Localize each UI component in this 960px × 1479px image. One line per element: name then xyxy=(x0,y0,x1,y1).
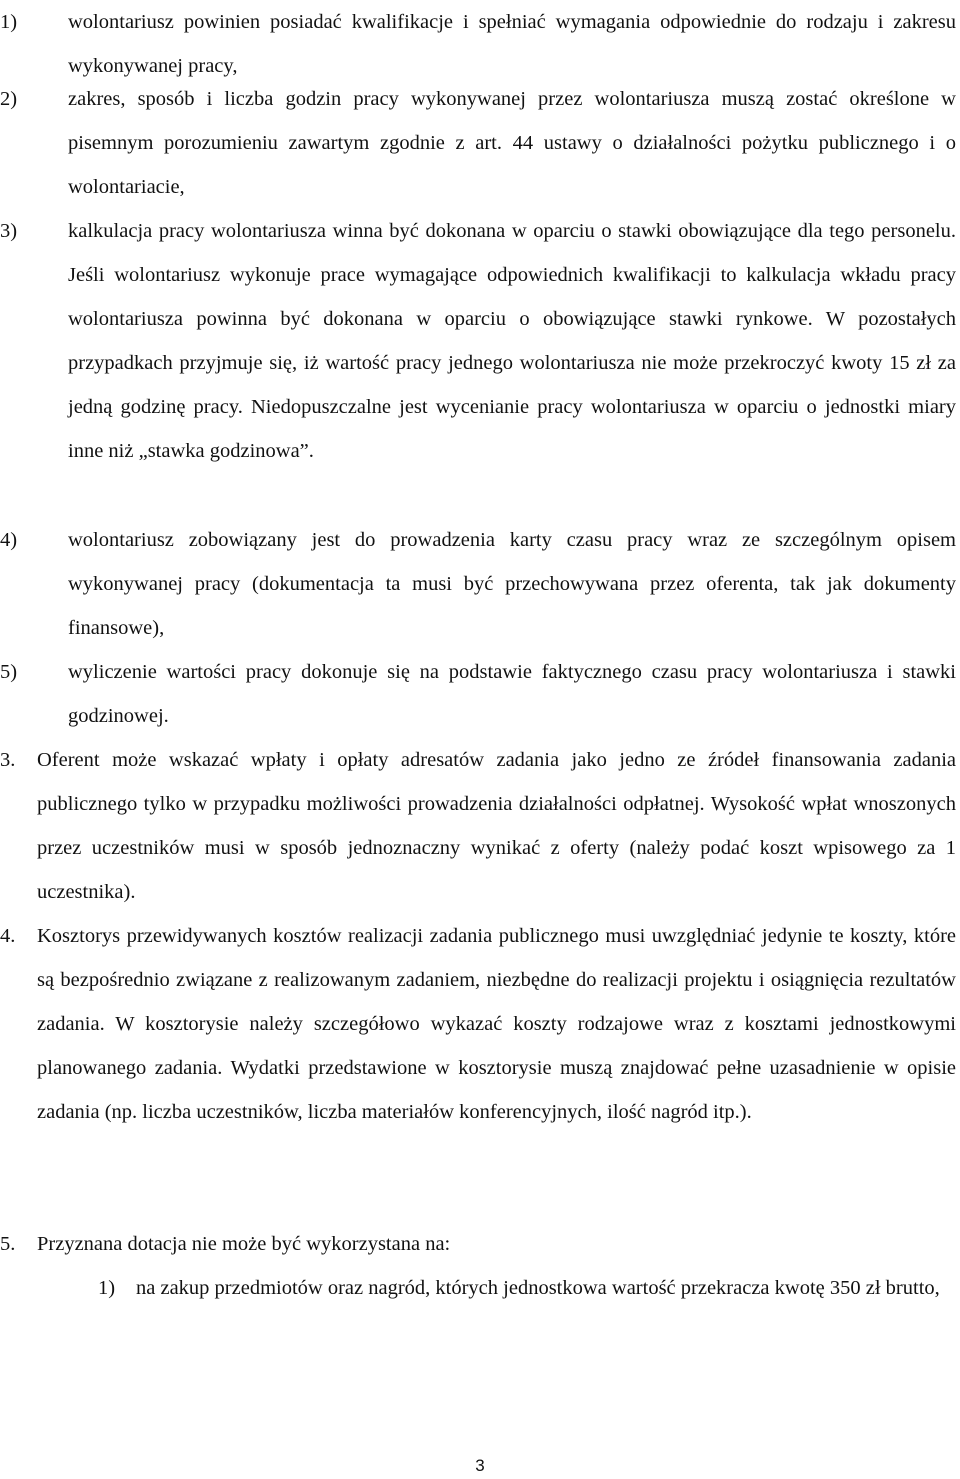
list-item-text: wyliczenie wartości pracy dokonuje się na podstawie faktycznego czasu pracy wolontariusza i stawki godzinowej. xyxy=(68,661,956,727)
list-marker: 1) xyxy=(98,1277,116,1299)
page-number: 3 xyxy=(475,1456,485,1475)
section-text: Kosztorys przewidywanych kosztów realizacji zadania publicznego musi uwzględniać jedynie te koszty, które są bezpośrednio związane z realizowanym zadaniem, niezbędne do realizacji projektu i osiągnięcia rezultatów zadania. W kosztorysie należy szczegółowo wykazać koszty rodzajowe wraz z kosztami jednostkowymi planowanego zadania. Wydatki przedstawione w kosztorysie muszą znajdować pełne uzasadnienie w opisie zadania (np. liczba uczestników, liczba materiałów konferencyjnych, ilość nagród itp.). xyxy=(37,925,956,1123)
list-marker: 4) xyxy=(0,529,18,551)
section-text: Oferent może wskazać wpłaty i opłaty adresatów zadania jako jedno ze źródeł finansowania zadania publicznego tylko w przypadku możliwości prowadzenia działalności odpłatnej. Wysokość wpłat wnoszonych przez uczestników musi w sposób jednoznaczny wynikać z oferty (należy podać koszt wpisowego za 1 uczestnika). xyxy=(37,749,956,903)
list-marker: 5) xyxy=(0,661,18,683)
list-item-text: kalkulacja pracy wolontariusza winna być dokonana w oparciu o stawki obowiązujące dla tego personelu. Jeśli wolontariusz wykonuje prace wymagające odpowiednich kwalifikacji to kalkulacja wkładu pracy wolontariusza powinna być dokonana w oparciu o obowiązujące stawki rynkowe. W pozostałych przypadkach przyjmuje się, iż wartość pracy jednego wolontariusza nie może przekroczyć kwoty 15 zł za jedną godzinę pracy. Niedopuszczalne jest wycenianie pracy wolontariusza w oparciu o jednostki miary inne niż „stawka godzinowa”. xyxy=(68,220,956,462)
list-marker: 3) xyxy=(0,220,18,242)
section-marker: 4. xyxy=(0,925,16,947)
list-item-text: wolontariusz powinien posiadać kwalifikacje i spełniać wymagania odpowiednie do rodzaju i zakresu wykonywanej pracy, xyxy=(68,11,956,77)
list-item-text: wolontariusz zobowiązany jest do prowadzenia karty czasu pracy wraz ze szczególnym opisem wykonywanej pracy (dokumentacja ta musi być przechowywana przez oferenta, tak jak dokumenty finansowe), xyxy=(68,529,956,639)
section-marker: 3. xyxy=(0,749,16,771)
list-item-text: zakres, sposób i liczba godzin pracy wykonywanej przez wolontariusza muszą zostać określone w pisemnym porozumieniu zawartym zgodnie z art. 44 ustawy o działalności pożytku publicznego i o wolontariacie, xyxy=(68,88,956,198)
section-marker: 5. xyxy=(0,1233,16,1255)
list-marker: 2) xyxy=(0,88,18,110)
section-text: Przyznana dotacja nie może być wykorzystana na: xyxy=(37,1233,451,1255)
list-item-text: na zakup przedmiotów oraz nagród, których jednostkowa wartość przekracza kwotę 350 zł brutto, xyxy=(136,1277,940,1299)
list-marker: 1) xyxy=(0,11,18,33)
